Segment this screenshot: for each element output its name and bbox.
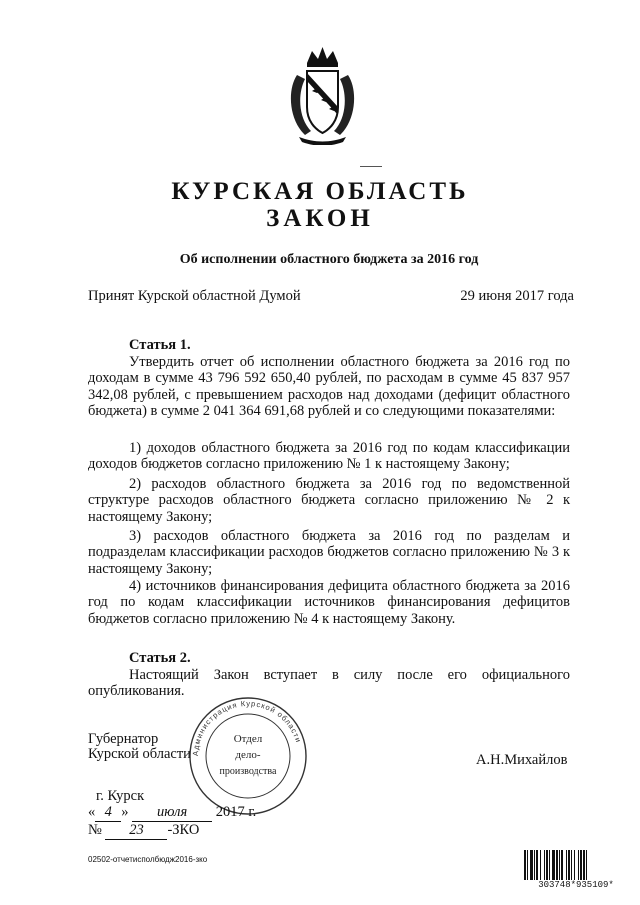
date-day: 4 [95, 804, 121, 822]
law-number [88, 822, 199, 840]
article-2-text: Настоящий Закон вступает в силу после его официального опубликования. [88, 667, 570, 700]
svg-text:Администрация Курской области [191, 699, 303, 756]
adoption-date: 29 июня 2017 года [460, 288, 574, 304]
adopted-by: Принят Курской областной Думой [88, 288, 301, 304]
article-1-item: 1) доходов областного бюджета за 2016 год по кодам классификации доходов бюджетов согласно приложению № 1 к настоящему Закону; [88, 440, 570, 473]
document-type: ЗАКОН [266, 205, 374, 232]
date-year: 2017 г. [215, 804, 257, 820]
barcode [522, 850, 630, 880]
number-value: 23 [105, 822, 167, 840]
signing-date [88, 804, 256, 822]
article-1-intro: Утвердить отчет об исполнении областного бюджета за 2016 год по доходам в сумме 43 796 592 650,40 рублей, по расходам в сумме 45 837 957 342,08 рублей, с превышением расходов над доходами (дефицит областного бюджета) в сумме 2 041 364 691,68 рублей и со следующими показателями: [88, 354, 570, 420]
article-1-item: 2) расходов областного бюджета за 2016 год по ведомственной структуре расходов областного бюджета согласно приложению № 2 к настоящему Закону; [88, 476, 570, 525]
article-2-heading: Статья 2. [129, 650, 191, 666]
region-title: КУРСКАЯ ОБЛАСТЬ [171, 178, 469, 205]
date-month: июля [132, 804, 212, 822]
file-code: 02502-отчетисполбюдж2016-зко [88, 855, 208, 864]
stamp-center-line: Отдел [233, 733, 263, 745]
date-close-quote: » [121, 804, 129, 820]
signatory-title-line1: Губернатор [88, 731, 159, 747]
stamp-ring-text: Администрация Курской области [190, 698, 304, 757]
signatory-name: А.Н.Михайлов [476, 752, 568, 768]
signatory-title-line2: Курской области [88, 746, 191, 762]
article-1-item: 3) расходов областного бюджета за 2016 год по разделам и подразделам классификации расходов бюджетов согласно приложению № 3 к настоящему Закону; [88, 528, 570, 577]
coat-of-arms-emblem [285, 45, 360, 145]
date-open-quote: « [88, 804, 96, 820]
article-1-heading: Статья 1. [129, 337, 191, 353]
adoption-line [88, 288, 574, 305]
office-stamp [186, 694, 310, 818]
city: г. Курск [96, 788, 145, 804]
decorative-dash [360, 166, 382, 167]
stamp-center-line: производства [219, 766, 277, 777]
number-prefix: № [88, 822, 102, 838]
number-suffix: -ЗКО [167, 822, 200, 838]
stamp-center-line: дело- [235, 749, 261, 761]
barcode-number: 303748*935109* [538, 880, 614, 890]
law-subtitle: Об исполнении областного бюджета за 2016 год [179, 252, 479, 267]
article-1-item: 4) источников финансирования дефицита областного бюджета за 2016 год по кодам классификации источников финансирования дефицитов бюджетов согласно приложению № 4 к настоящему Закону. [88, 578, 570, 627]
